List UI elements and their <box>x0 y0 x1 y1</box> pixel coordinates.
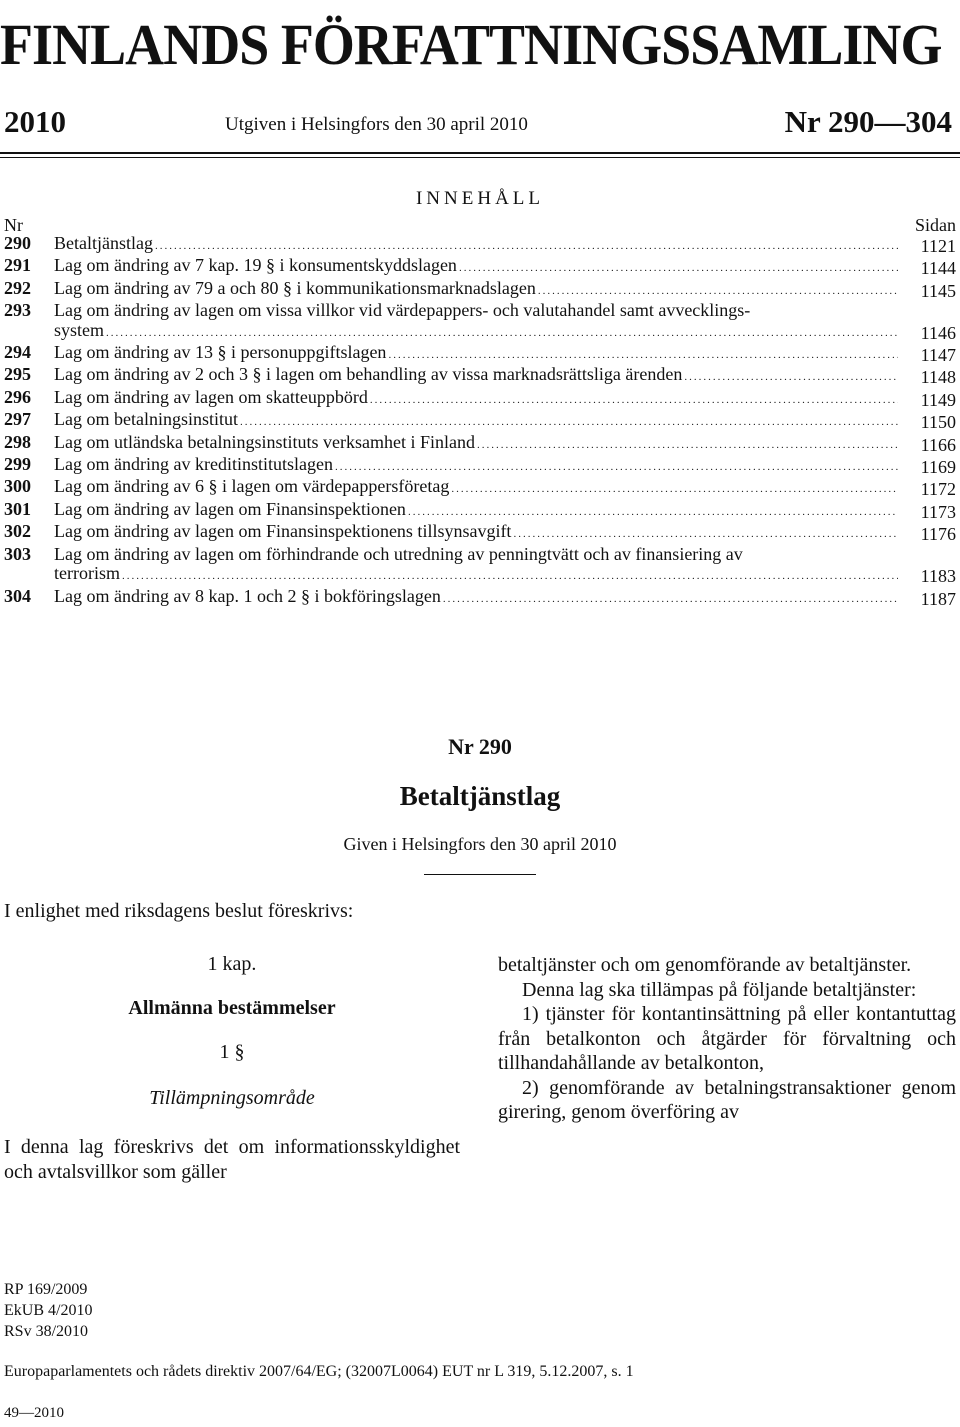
toc-entry-text: Lag om ändring av lagen om Finansinspektionens tillsynsavgift <box>54 522 512 542</box>
toc-entry-line <box>54 343 898 365</box>
legislative-references <box>4 1279 92 1342</box>
issue-header <box>0 104 956 144</box>
toc-entry-page: 1149 <box>920 389 956 410</box>
toc-entry-page: 1183 <box>920 566 956 587</box>
toc-entry-text: Lag om utländska betalningsinstituts verksamhet i Finland <box>54 432 475 452</box>
toc-entry-title <box>54 455 956 478</box>
toc-entry <box>4 279 956 301</box>
toc-entry-page: 1148 <box>920 367 956 388</box>
toc-entry-title <box>54 301 956 343</box>
title-divider <box>424 874 536 875</box>
toc-entry-number: 303 <box>4 543 31 564</box>
toc-entry-page: 1176 <box>920 524 956 545</box>
toc-entry <box>4 587 956 609</box>
footer-code: 49—2010 <box>4 1405 64 1421</box>
toc-dot-leader <box>408 503 898 522</box>
toc-entry-number: 299 <box>4 454 31 475</box>
toc-entry-number: 290 <box>4 233 31 253</box>
toc-entry-text: Lag om ändring av kreditinstitutslagen <box>54 455 333 475</box>
toc-entry-text: terrorism <box>54 564 120 584</box>
issue-number-range: Nr 290—304 <box>784 104 952 139</box>
body-paragraph-2: Denna lag ska tillämpas på följande betaltjänster: <box>522 978 917 1001</box>
toc-entry-line <box>54 321 898 343</box>
toc-entry-title <box>54 256 956 279</box>
toc-entry-number: 304 <box>4 585 31 606</box>
toc-entry-title <box>54 432 956 455</box>
toc-entry-number: 298 <box>4 431 31 452</box>
toc-entry-number: 300 <box>4 476 31 497</box>
toc-col-nr: Nr <box>4 215 23 235</box>
toc-col-page: Sidan <box>914 215 956 235</box>
toc-entry-text: Lag om ändring av 8 kap. 1 och 2 § i bokföringslagen <box>54 586 441 606</box>
toc-entry-text: Lag om ändring av lagen om förhindrande och utredning av penningtvätt och av finansiering av <box>54 544 743 564</box>
toc-entry-title <box>54 410 956 433</box>
toc-entry-number: 295 <box>4 364 31 385</box>
toc-entry <box>4 365 956 387</box>
toc-entry-page: 1147 <box>920 345 956 366</box>
toc-entry-line <box>54 279 898 301</box>
toc-entry <box>4 455 956 477</box>
toc-entry-number: 302 <box>4 521 31 542</box>
toc-entry-title <box>54 365 956 388</box>
toc-entry <box>4 343 956 365</box>
toc-entry-line <box>54 455 898 477</box>
toc-entry-title <box>54 544 956 587</box>
toc-entry-page: 1150 <box>920 412 956 433</box>
right-column <box>498 953 956 1125</box>
toc-entry-page: 1187 <box>920 588 956 609</box>
toc-dot-leader <box>459 259 898 278</box>
chapter-title: Allmänna bestämmelser <box>128 997 336 1019</box>
toc-entry <box>4 234 956 256</box>
toc-entry-line <box>54 365 898 387</box>
toc-entry <box>4 477 956 499</box>
toc-entry-title <box>54 278 956 301</box>
toc-entry-number: 291 <box>4 255 31 276</box>
toc-entry-number: 301 <box>4 498 31 519</box>
header-rule-thin <box>0 157 960 158</box>
toc-dot-leader <box>388 346 898 365</box>
toc-dot-leader <box>106 324 898 343</box>
toc-entry <box>4 500 956 522</box>
toc-dot-leader <box>443 590 898 609</box>
toc-column-headers <box>4 215 956 235</box>
toc-entry-text: Lag om betalningsinstitut <box>54 410 238 430</box>
toc-entry-line <box>54 234 898 256</box>
toc-entry-number: 292 <box>4 277 31 298</box>
toc-entry-text: Lag om ändring av 2 och 3 § i lagen om behandling av vissa marknadsrättsliga ärenden <box>54 365 683 385</box>
toc-entry-text: Lag om ändring av lagen om skatteuppbörd <box>54 387 368 407</box>
toc-entry <box>4 545 956 587</box>
toc-dot-leader <box>335 458 898 477</box>
toc-entry-page: 1144 <box>920 258 956 279</box>
toc-entry-title <box>54 234 956 256</box>
toc-dot-leader <box>538 282 898 301</box>
ref-ekub: EkUB 4/2010 <box>4 1302 93 1319</box>
directive-reference: Europaparlamentets och rådets direktiv 2007/64/EG; (32007L0064) EUT nr L 319, 5.12.2007, s. 1 <box>4 1363 634 1380</box>
toc-entry-text: Lag om ändring av lagen om Finansinspektionen <box>54 499 406 519</box>
toc-entry-page: 1172 <box>920 479 956 500</box>
toc-entry-text: Lag om ändring av 79 a och 80 § i kommunikationsmarknadslagen <box>54 278 536 298</box>
masthead-title: FINLANDS FÖRFATTNINGSSAMLING <box>0 12 942 77</box>
toc-entry-line <box>54 256 898 278</box>
table-of-contents <box>4 234 956 609</box>
toc-dot-leader <box>513 525 898 544</box>
toc-entry-text: system <box>54 320 105 340</box>
toc-entry-page: 1173 <box>920 501 956 522</box>
toc-entry <box>4 522 956 544</box>
header-rule-thick <box>0 152 960 154</box>
toc-entry-page: 1145 <box>920 280 956 301</box>
law-title: Betaltjänstlag <box>399 781 561 811</box>
toc-entry-text: Lag om ändring av 7 kap. 19 § i konsumentskyddslagen <box>54 256 457 276</box>
toc-entry <box>4 433 956 455</box>
toc-entry-page: 1166 <box>920 434 956 455</box>
body-paragraph-1: betaltjänster och om genomförande av betaltjänster. <box>498 954 912 976</box>
toc-entry-number: 294 <box>4 342 31 363</box>
toc-entry-text: Lag om ändring av lagen om vissa villkor vid värdepappers- och valutahandel samt avvecklings- <box>54 301 751 321</box>
toc-entry <box>4 410 956 432</box>
toc-entry-title <box>54 586 956 609</box>
toc-entry-title <box>54 387 956 410</box>
toc-entry-title <box>54 522 956 545</box>
toc-entry-number: 297 <box>4 409 31 430</box>
section-title: Tillämpningsområde <box>149 1087 315 1109</box>
toc-entry-line <box>54 433 898 455</box>
toc-entry-title <box>54 499 956 522</box>
toc-entry-text: Betaltjänstlag <box>54 234 153 253</box>
toc-dot-leader <box>477 436 898 455</box>
toc-entry-line <box>54 587 898 609</box>
toc-dot-leader <box>451 480 898 499</box>
toc-dot-leader <box>155 237 898 256</box>
body-paragraph-4: 2) genomförande av betalningstransaktioner genom girering, genom överföring av <box>498 1076 956 1123</box>
toc-entry-line <box>54 522 898 544</box>
toc-entry-line <box>54 388 898 410</box>
toc-entry-line <box>54 500 898 522</box>
toc-entry-number: 293 <box>4 300 31 321</box>
toc-entry-title <box>54 343 956 366</box>
toc-entry-line <box>54 301 898 320</box>
issue-date: Utgiven i Helsingfors den 30 april 2010 <box>225 114 528 135</box>
toc-entry-text: Lag om ändring av 13 § i personuppgiftslagen <box>54 343 387 363</box>
toc-entry-page: 1169 <box>920 457 956 478</box>
law-number: Nr 290 <box>448 734 512 759</box>
ref-rp: RP 169/2009 <box>4 1281 88 1298</box>
toc-entry-text: Lag om ändring av 6 § i lagen om värdepappersföretag <box>54 477 450 497</box>
toc-entry-line <box>54 477 898 499</box>
law-given-date: Given i Helsingfors den 30 april 2010 <box>343 834 617 854</box>
body-paragraph-left: I denna lag föreskrivs det om informationsskyldighet och avtalsvillkor som gäller <box>4 1136 460 1183</box>
enacting-clause: I enlighet med riksdagens beslut föreskrivs: <box>4 900 354 922</box>
toc-entry <box>4 301 956 343</box>
toc-entry-number: 296 <box>4 386 31 407</box>
toc-entry <box>4 256 956 278</box>
toc-dot-leader <box>684 368 898 387</box>
section-number: 1 § <box>219 1041 245 1063</box>
toc-entry-line <box>54 545 898 564</box>
body-paragraph-3: 1) tjänster för kontantinsättning på eller kontantuttag från betalkonton och åtgärder för förvaltning och tillhandahållande av betalkonton, <box>498 1003 956 1074</box>
toc-dot-leader <box>370 391 898 410</box>
toc-heading: INNEHÅLL <box>415 188 545 209</box>
issue-year: 2010 <box>4 104 66 139</box>
chapter-number: 1 kap. <box>207 953 257 975</box>
toc-entry-page: 1121 <box>920 236 956 256</box>
toc-entry-line <box>54 564 898 586</box>
toc-entry-line <box>54 410 898 432</box>
toc-dot-leader <box>122 567 898 586</box>
toc-dot-leader <box>240 413 898 432</box>
left-column <box>4 953 460 1185</box>
toc-entry <box>4 388 956 410</box>
toc-entry-page: 1146 <box>920 322 956 343</box>
toc-entry-title <box>54 477 956 500</box>
ref-rsv: RSv 38/2010 <box>4 1323 89 1340</box>
